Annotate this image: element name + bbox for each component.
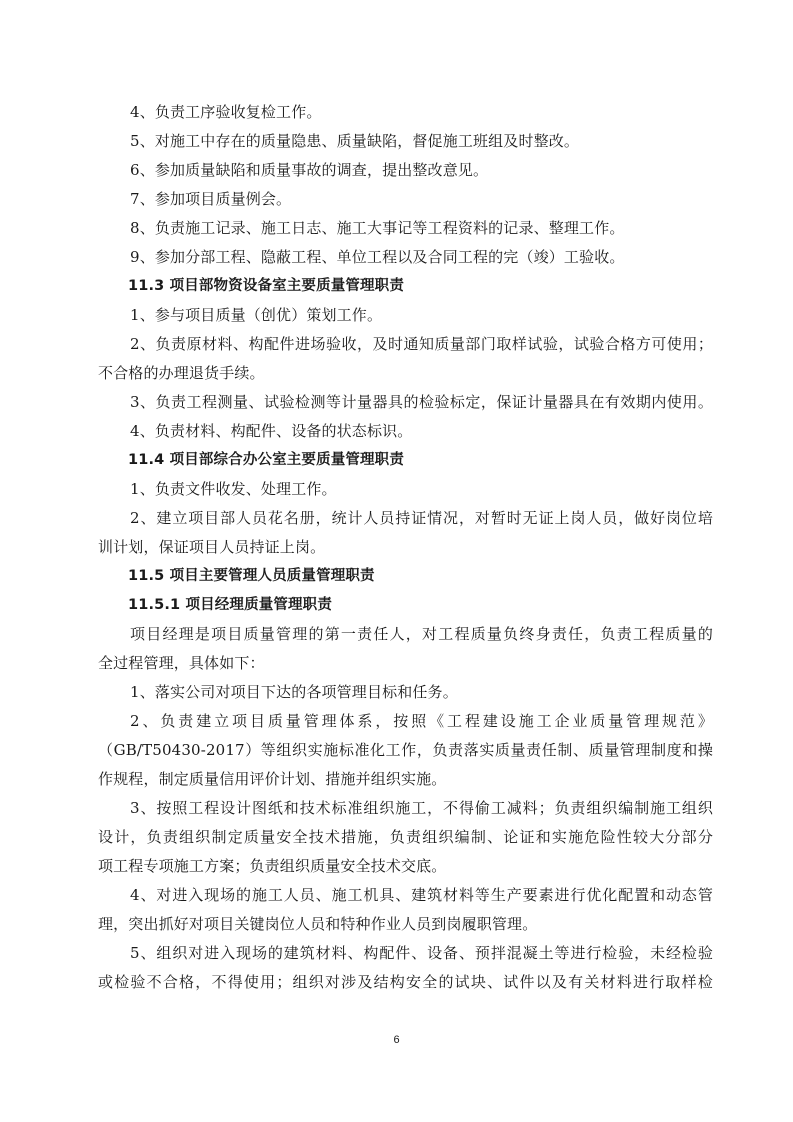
- subsection-heading: 11.5.1 项目经理质量管理职责: [128, 597, 332, 613]
- list-item-continuation: 不合格的办理退货手续。: [98, 364, 265, 382]
- list-item: 3、按照工程设计图纸和技术标准组织施工，不得偷工减料；负责组织编制施工组织: [130, 799, 713, 817]
- list-item-continuation: 或检验不合格，不得使用；组织对涉及结构安全的试块、试件以及有关材料进行取样检: [98, 973, 713, 991]
- list-item-continuation: 训计划，保证项目人员持证上岗。: [98, 538, 326, 556]
- list-item: 2、负责建立项目质量管理体系，按照《工程建设施工企业质量管理规范》: [130, 712, 713, 730]
- list-item: 5、对施工中存在的质量隐患、质量缺陷，督促施工班组及时整改。: [130, 132, 580, 150]
- list-item: 3、负责工程测量、试验检测等计量器具的检验标定，保证计量器具在有效期内使用。: [130, 393, 713, 411]
- list-item: 5、组织对进入现场的建筑材料、构配件、设备、预拌混凝土等进行检验，未经检验: [130, 944, 713, 962]
- paragraph-line: 项目经理是项目质量管理的第一责任人，对工程质量负终身责任，负责工程质量的: [130, 625, 713, 643]
- section-heading: 11.4 项目部综合办公室主要质量管理职责: [128, 452, 404, 468]
- list-item: 6、参加质量缺陷和质量事故的调查，提出整改意见。: [130, 161, 489, 179]
- page-content: [98, 98, 713, 997]
- section-heading: 11.3 项目部物资设备室主要质量管理职责: [128, 278, 404, 294]
- paragraph-line: 全过程管理，具体如下：: [98, 654, 265, 672]
- list-item-continuation: （GB/T50430-2017）等组织实施标准化工作，负责落实质量责任制、质量管理制度和操: [98, 741, 713, 759]
- section-heading: 11.5 项目主要管理人员质量管理职责: [128, 568, 375, 584]
- list-item: 2、负责原材料、构配件进场验收，及时通知质量部门取样试验，试验合格方可使用；: [130, 335, 713, 353]
- list-item-continuation: 设计，负责组织制定质量安全技术措施，负责组织编制、论证和实施危险性较大分部分: [98, 828, 713, 846]
- list-item-continuation: 理，突出抓好对项目关键岗位人员和特种作业人员到岗履职管理。: [98, 915, 538, 933]
- list-item: 1、负责文件收发、处理工作。: [130, 480, 337, 498]
- list-item: 8、负责施工记录、施工日志、施工大事记等工程资料的记录、整理工作。: [130, 219, 625, 237]
- list-item-continuation: 项工程专项施工方案；负责组织质量安全技术交底。: [98, 857, 447, 875]
- page-number: 6: [393, 1034, 400, 1046]
- list-item: 4、负责材料、构配件、设备的状态标识。: [130, 422, 413, 440]
- list-item: 1、参与项目质量（创优）策划工作。: [130, 306, 383, 324]
- list-item: 2、建立项目部人员花名册，统计人员持证情况，对暂时无证上岗人员，做好岗位培: [130, 509, 713, 527]
- list-item: 4、负责工序验收复检工作。: [130, 103, 322, 121]
- list-item: 1、落实公司对项目下达的各项管理目标和任务。: [130, 683, 458, 701]
- list-item-continuation: 作规程，制定质量信用评价计划、措施并组织实施。: [98, 770, 447, 788]
- list-item: 4、对进入现场的施工人员、施工机具、建筑材料等生产要素进行优化配置和动态管: [130, 886, 713, 904]
- list-item: 9、参加分部工程、隐蔽工程、单位工程以及合同工程的完（竣）工验收。: [130, 248, 625, 266]
- list-item: 7、参加项目质量例会。: [130, 190, 292, 208]
